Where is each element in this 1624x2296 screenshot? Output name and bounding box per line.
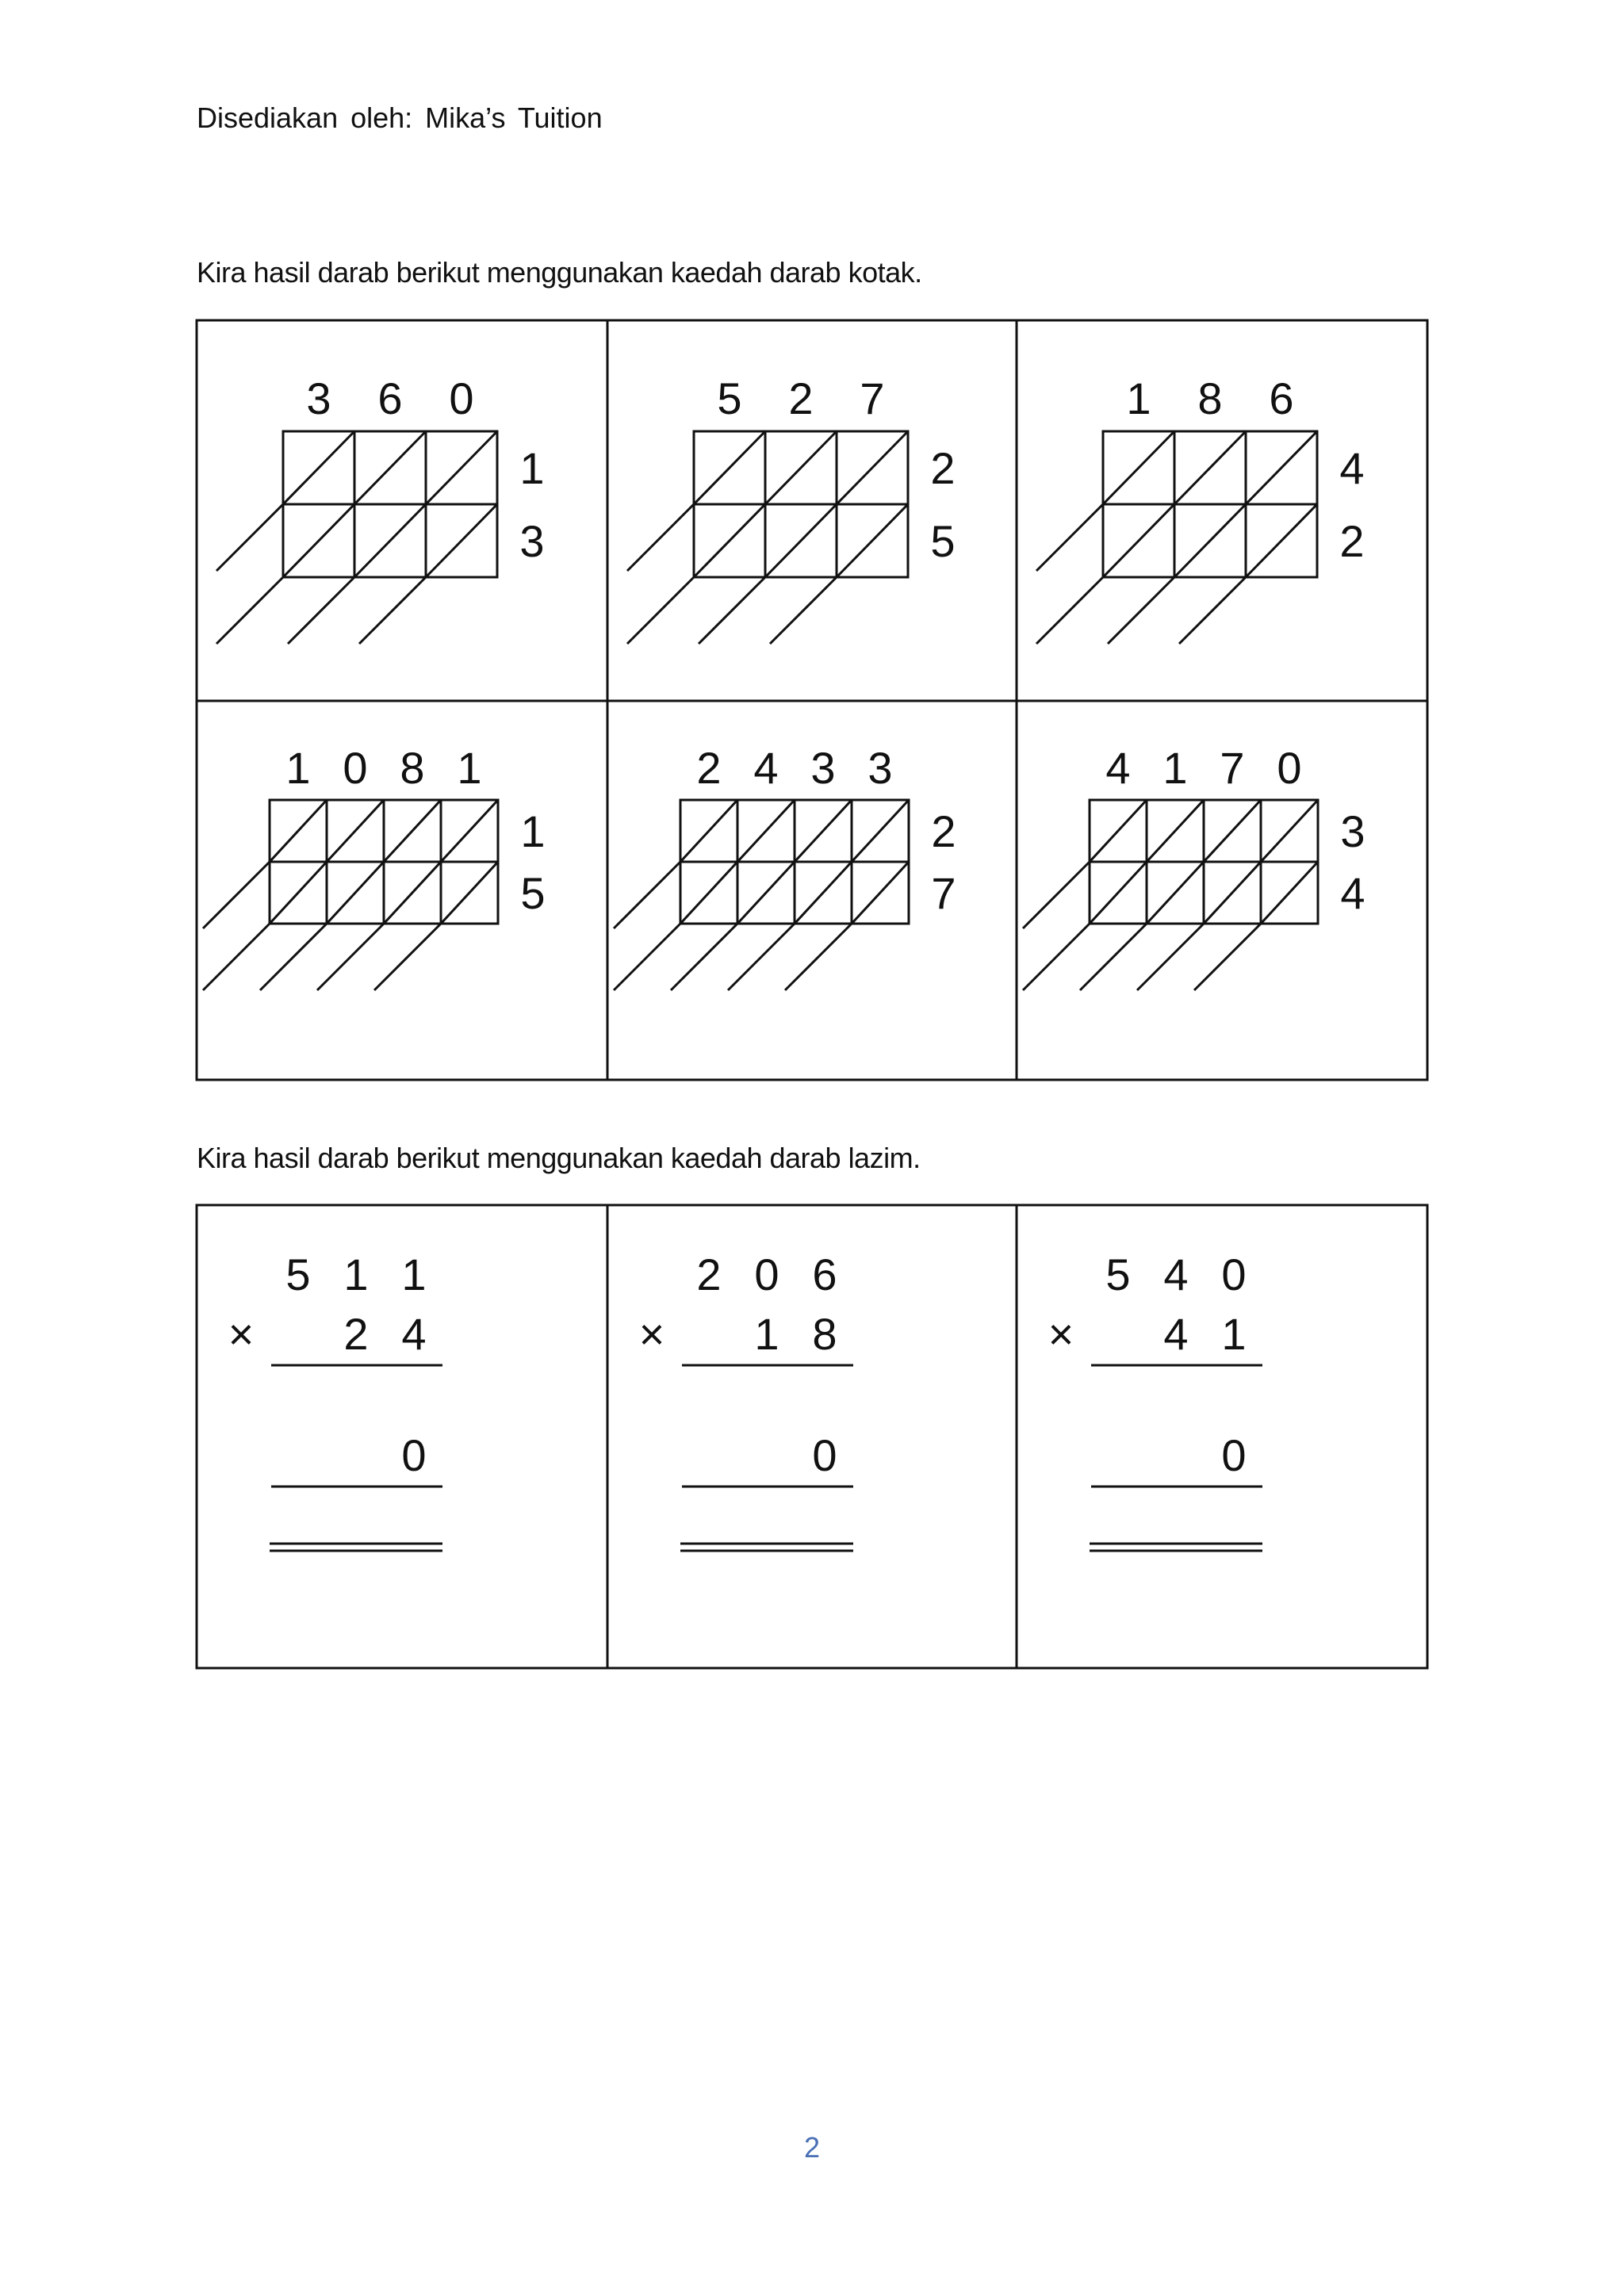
answer-diagonal — [671, 924, 737, 990]
multiplicand-digit: 6 — [377, 373, 403, 423]
answer-diagonal — [1080, 924, 1147, 990]
answer-diagonal — [1194, 924, 1261, 990]
multiplicand-digit: 5 — [717, 373, 742, 423]
cell-diagonal — [1103, 504, 1174, 577]
multiplier-digit: 5 — [520, 868, 546, 918]
multiplier-digit: 1 — [1221, 1309, 1247, 1359]
multiplier-digit: 4 — [1163, 1309, 1189, 1359]
multiplier-digit: 2 — [1339, 516, 1365, 566]
page-number: 2 — [803, 2131, 821, 2164]
cell-diagonal — [694, 431, 765, 504]
multiplicand-digit: 0 — [754, 1249, 779, 1299]
multiplicand-digit: 5 — [1105, 1249, 1131, 1299]
cell-diagonal — [354, 431, 426, 504]
multiplier-digit: 8 — [812, 1309, 837, 1359]
multiplicand-digit: 1 — [1162, 743, 1188, 793]
times-sign: × — [638, 1309, 665, 1359]
times-sign: × — [1048, 1309, 1074, 1359]
cell-diagonal — [694, 504, 765, 577]
cell-diagonal — [795, 800, 852, 862]
multiplicand-digit: 6 — [1269, 373, 1294, 423]
cell-diagonal — [837, 504, 908, 577]
times-sign: × — [228, 1309, 255, 1359]
answer-diagonal — [728, 924, 795, 990]
multiplier-digit: 1 — [754, 1309, 779, 1359]
cell-diagonal — [765, 431, 837, 504]
page-header: Disediakan oleh: Mika’s Tuition — [197, 101, 603, 134]
multiplicand-digit: 0 — [343, 743, 368, 793]
cell-diagonal — [426, 504, 497, 577]
answer-diagonal — [374, 924, 441, 990]
multiplicand-digit: 4 — [1105, 743, 1131, 793]
answer-diagonal — [699, 577, 765, 644]
answer-diagonal — [614, 924, 680, 990]
multiplicand-digit: 8 — [1197, 373, 1223, 423]
box-method-instruction: Kira hasil darab berikut menggunakan kaedah darab kotak. — [197, 256, 922, 289]
multiplicand-digit: 1 — [457, 743, 482, 793]
cell-diagonal — [1174, 431, 1246, 504]
multiplier-digit: 4 — [1340, 868, 1365, 918]
multiplier-digit: 5 — [930, 516, 956, 566]
cell-diagonal — [1174, 504, 1246, 577]
multiplicand-digit: 0 — [1277, 743, 1302, 793]
multiplier-digit: 2 — [931, 806, 956, 856]
multiplicand-digit: 1 — [285, 743, 311, 793]
multiplier-digit: 1 — [519, 443, 545, 493]
cell-diagonal — [852, 862, 909, 924]
multiplier-digit: 3 — [1340, 806, 1365, 856]
answer-diagonal — [627, 577, 694, 644]
answer-diagonal — [1023, 862, 1090, 928]
answer-diagonal — [260, 924, 327, 990]
answer-diagonal — [216, 577, 283, 644]
cell-diagonal — [270, 800, 327, 862]
cell-diagonal — [852, 800, 909, 862]
cell-diagonal — [737, 800, 795, 862]
cell-diagonal — [283, 431, 354, 504]
multiplier-digit: 7 — [931, 868, 956, 918]
multiplicand-digit: 3 — [810, 743, 836, 793]
multiplier-digit: 4 — [1339, 443, 1365, 493]
cell-diagonal — [1147, 862, 1204, 924]
standard-method-instruction: Kira hasil darab berikut menggunakan kaedah darab lazim. — [197, 1142, 921, 1174]
multiplicand-digit: 8 — [400, 743, 425, 793]
partial-product-digit: 0 — [812, 1430, 837, 1480]
cell-diagonal — [1204, 862, 1261, 924]
answer-diagonal — [216, 504, 283, 571]
cell-diagonal — [1246, 504, 1317, 577]
multiplicand-digit: 0 — [1221, 1249, 1247, 1299]
multiplicand-digit: 1 — [1126, 373, 1151, 423]
cell-diagonal — [426, 431, 497, 504]
answer-diagonal — [317, 924, 384, 990]
answer-diagonal — [203, 862, 270, 928]
cell-diagonal — [795, 862, 852, 924]
multiplier-digit: 4 — [401, 1309, 427, 1359]
answer-diagonal — [1036, 504, 1103, 571]
cell-diagonal — [327, 800, 384, 862]
cell-diagonal — [737, 862, 795, 924]
multiplicand-digit: 4 — [1163, 1249, 1189, 1299]
multiplicand-digit: 2 — [696, 743, 722, 793]
multiplicand-digit: 2 — [788, 373, 814, 423]
multiplicand-digit: 2 — [696, 1249, 722, 1299]
cell-diagonal — [1090, 862, 1147, 924]
answer-diagonal — [288, 577, 354, 644]
cell-diagonal — [680, 862, 737, 924]
cell-diagonal — [680, 800, 737, 862]
multiplier-digit: 2 — [930, 443, 956, 493]
partial-product-digit: 0 — [1221, 1430, 1247, 1480]
multiplier-digit: 2 — [343, 1309, 369, 1359]
answer-diagonal — [1036, 577, 1103, 644]
cell-diagonal — [384, 800, 441, 862]
cell-diagonal — [270, 862, 327, 924]
multiplicand-digit: 4 — [753, 743, 779, 793]
cell-diagonal — [1204, 800, 1261, 862]
multiplicand-digit: 5 — [285, 1249, 311, 1299]
multiplicand-digit: 7 — [860, 373, 885, 423]
cell-diagonal — [765, 504, 837, 577]
cell-diagonal — [354, 504, 426, 577]
multiplicand-digit: 3 — [868, 743, 893, 793]
cell-diagonal — [1261, 800, 1318, 862]
cell-diagonal — [283, 504, 354, 577]
answer-diagonal — [1108, 577, 1174, 644]
multiplicand-digit: 1 — [401, 1249, 427, 1299]
answer-diagonal — [770, 577, 837, 644]
cell-diagonal — [1246, 431, 1317, 504]
cell-diagonal — [441, 800, 498, 862]
cell-diagonal — [441, 862, 498, 924]
cell-diagonal — [837, 431, 908, 504]
answer-diagonal — [1179, 577, 1246, 644]
cell-diagonal — [327, 862, 384, 924]
multiplicand-digit: 6 — [812, 1249, 837, 1299]
multiplicand-digit: 7 — [1220, 743, 1245, 793]
cell-diagonal — [1103, 431, 1174, 504]
cell-diagonal — [1090, 800, 1147, 862]
multiplicand-digit: 0 — [449, 373, 474, 423]
multiplicand-digit: 1 — [343, 1249, 369, 1299]
multiplier-digit: 1 — [520, 806, 546, 856]
cell-diagonal — [1261, 862, 1318, 924]
cell-diagonal — [1147, 800, 1204, 862]
answer-diagonal — [203, 924, 270, 990]
cell-diagonal — [384, 862, 441, 924]
answer-diagonal — [785, 924, 852, 990]
multiplier-digit: 3 — [519, 516, 545, 566]
partial-product-digit: 0 — [401, 1430, 427, 1480]
answer-diagonal — [359, 577, 426, 644]
answer-diagonal — [614, 862, 680, 928]
answer-diagonal — [1137, 924, 1204, 990]
answer-diagonal — [1023, 924, 1090, 990]
answer-diagonal — [627, 504, 694, 571]
multiplicand-digit: 3 — [306, 373, 331, 423]
